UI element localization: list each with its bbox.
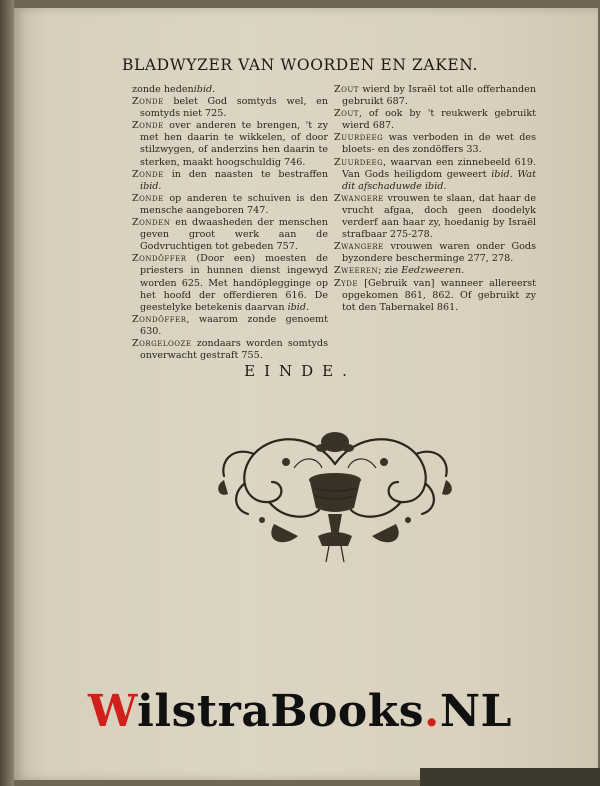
index-text: , waarvan een zinnebeeld 619. Van Gods heiligdom geweert	[342, 156, 536, 180]
index-column-right	[334, 84, 536, 314]
index-text: (Door een) moesten de priesters in hunnen dienst ingewyd worden 625. Met handöplegginge op het hoofd der offerdieren 616. De geestelyke betekenis daarvan	[140, 253, 328, 313]
index-text: vrouwen te slaan, dat haar de vrucht afgaa, doch geen doodelyk verderf aan haar zy, hoedanig by Israël strafbaar 275-278.	[342, 192, 536, 241]
index-keyword: Zout	[334, 84, 359, 95]
index-entry	[132, 193, 328, 217]
decorative-vignette-icon	[214, 424, 456, 564]
index-entry	[334, 193, 536, 241]
index-text: , waarom zonde genoemt 630.	[140, 313, 328, 337]
index-keyword: Zonde	[132, 96, 164, 108]
index-entry	[132, 338, 328, 362]
index-text: , of ook by 't reukwerk gebruikt wierd 687.	[342, 108, 536, 132]
index-entry	[132, 96, 328, 120]
index-text: ; zie	[378, 265, 402, 277]
index-text: in den naasten te bestraffen	[163, 168, 328, 180]
index-keyword: Zorgelooze	[132, 337, 192, 349]
index-keyword: Zonde	[132, 168, 164, 180]
index-text: wierd by Israël tot alle offerhanden gebruikt 687.	[342, 84, 536, 108]
index-keyword: Zonden	[132, 217, 171, 229]
index-entry	[132, 314, 328, 338]
index-keyword: Zonde	[132, 192, 164, 204]
index-entry	[334, 132, 536, 156]
index-text: belet God somtyds wel, en somtyds niet 725.	[140, 96, 328, 120]
index-keyword: Zyde	[334, 277, 359, 289]
index-text: en dwaasheden der menschen geven groot werk aan de Godvruchtigen tot gebeden 757.	[140, 217, 328, 253]
index-reference: ibid. Wat dit afschaduwde ibid.	[342, 168, 536, 192]
index-entry	[334, 278, 536, 314]
index-keyword: Zout	[334, 108, 359, 120]
index-text: vrouwen waren onder Gods byzondere bescherminge 277, 278.	[342, 241, 536, 265]
index-entry	[334, 265, 536, 277]
index-text: zonde heden	[132, 84, 194, 95]
index-entry	[132, 120, 328, 168]
index-entry	[132, 253, 328, 313]
index-keyword: Zuurdeeg	[334, 156, 384, 168]
index-keyword: Zonde	[132, 120, 164, 132]
index-entry	[132, 84, 328, 96]
index-entry	[334, 241, 536, 265]
watermark-tld: NL	[439, 686, 512, 737]
index-keyword: Zuurdeeg	[334, 132, 384, 144]
index-text: op anderen te schuiven is den mensche aangeboren 747.	[140, 192, 328, 216]
end-mark: EINDE.	[244, 362, 356, 380]
index-reference: ibid.	[287, 301, 310, 313]
book-spine-edge	[0, 0, 14, 786]
index-reference: Eedzweeren.	[401, 265, 465, 277]
watermark-initial: W	[88, 686, 138, 737]
watermark-dot: .	[424, 686, 440, 737]
index-text: [Gebruik van] wanneer allereerst opgekomen 861, 862. Of gebruikt zy tot den Tabernakel 861.	[342, 277, 536, 313]
running-header: BLADWYZER VAN WOORDEN EN ZAKEN.	[122, 56, 478, 74]
index-keyword: Zwangere	[334, 241, 384, 253]
index-entry	[334, 84, 536, 108]
index-entry	[334, 157, 536, 193]
watermark-name: ilstraBooks	[137, 686, 424, 737]
index-column-left	[132, 84, 328, 362]
index-entry	[334, 108, 536, 132]
index-keyword: Zondöffer	[132, 253, 187, 265]
index-text: was verboden in de wet des bloets- en des zondöffers 33.	[342, 132, 536, 156]
book-cover-strip	[420, 768, 600, 786]
index-keyword: Zweeren	[334, 265, 379, 277]
index-text: zondaars worden somtyds onverwacht gestraft 755.	[140, 337, 328, 362]
index-entry	[132, 217, 328, 253]
index-entry	[132, 169, 328, 193]
index-text: over anderen te brengen, 't zy met hen daarin te wikkelen, of door stilzwygen, of anderzins hen daarin te sterken, maakt hoogschuldig 746.	[140, 120, 328, 168]
watermark-logo	[0, 686, 600, 737]
index-reference: ibid.	[193, 84, 216, 95]
index-keyword: Zwangere	[334, 192, 384, 204]
index-reference: ibid.	[140, 180, 162, 192]
index-keyword: Zondöffer	[132, 313, 187, 325]
